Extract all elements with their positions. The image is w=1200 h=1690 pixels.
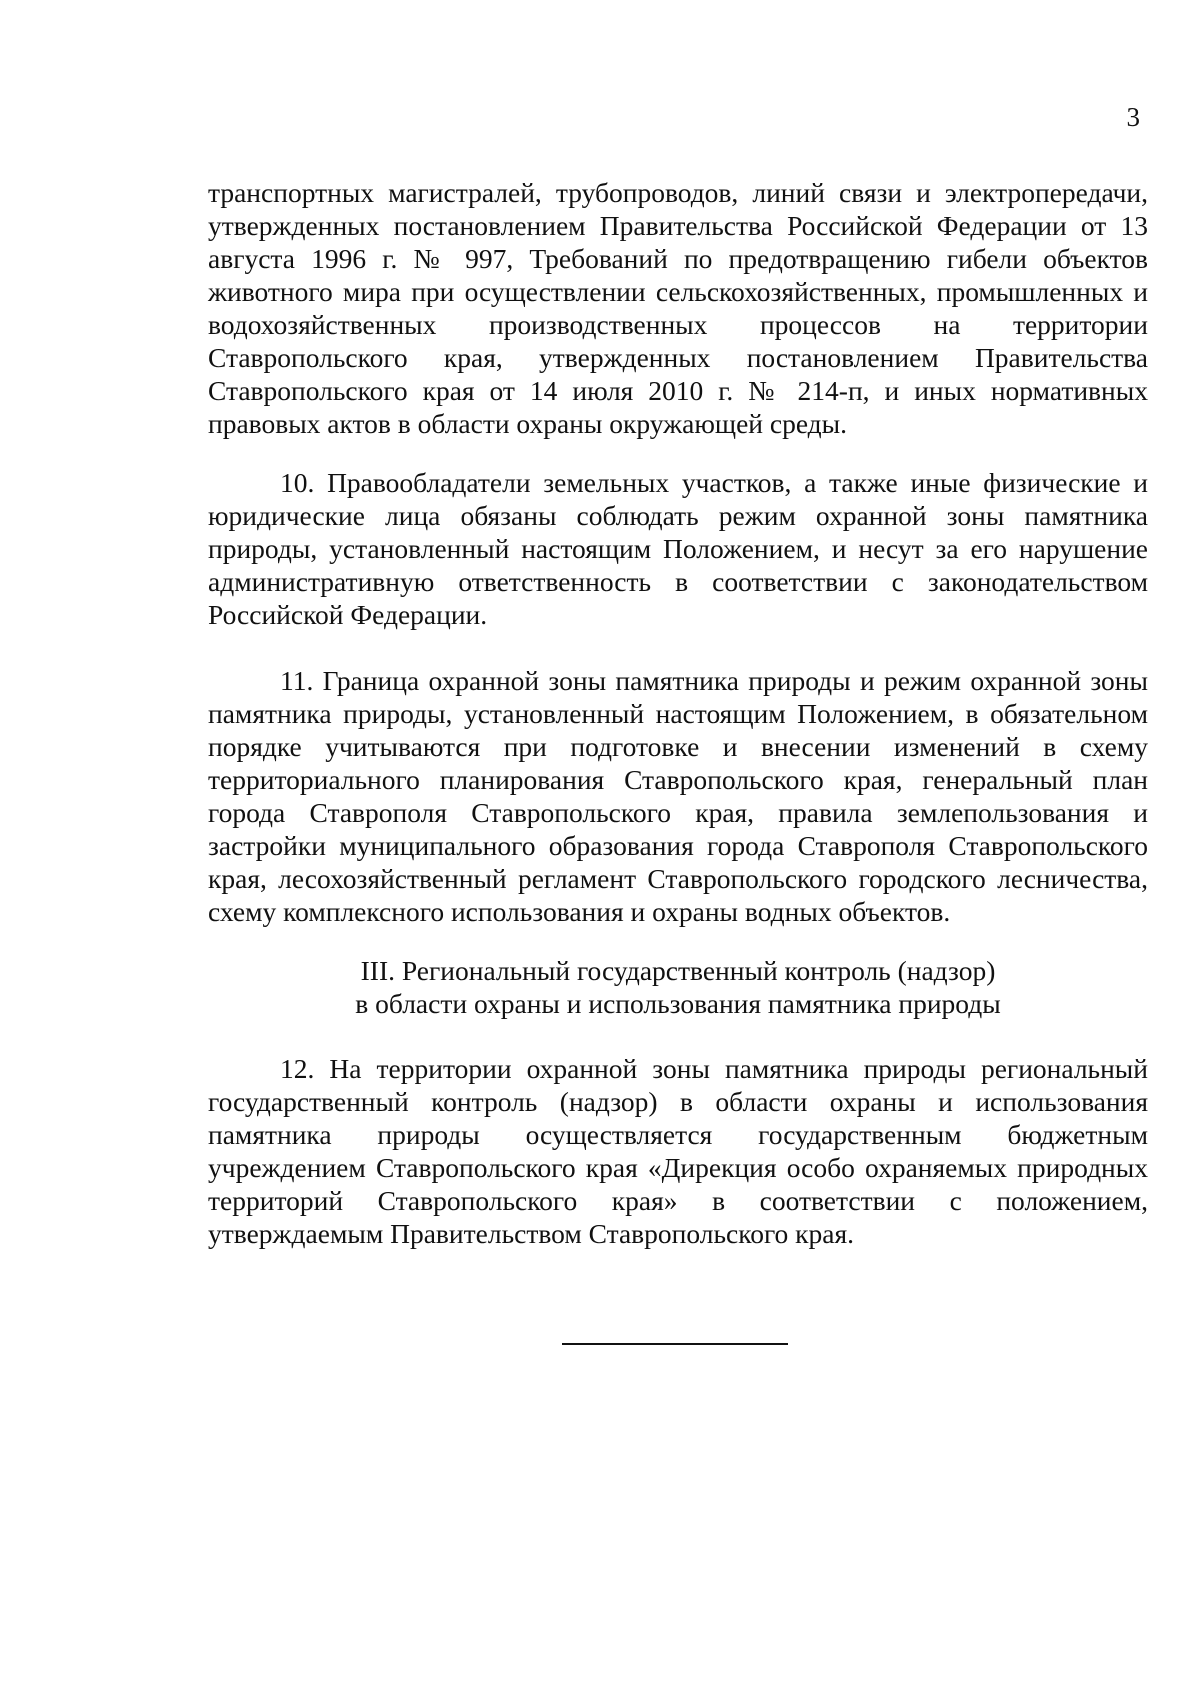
paragraph-12 (208, 1052, 1148, 1250)
paragraph-continued (208, 176, 1148, 440)
paragraph-11 (208, 664, 1148, 928)
paragraph-11-text: 11. Граница охранной зоны памятника природы и режим охранной зоны памятника природы, установленный настоящим Положением, в обязательном порядке учитываются при подготовке и внесении изменений в схему территориального планирования Ставропольского края, генеральный план города Ставрополя Ставропольского края, правила землепользования и застройки муниципального образования города Ставрополя Ставропольского края, лесохозяйственный регламент Ставропольского городского лесничества, схему комплексного использования и охраны водных объектов. (208, 665, 1148, 927)
paragraph-10 (208, 466, 1148, 631)
paragraph-12-text: 12. На территории охранной зоны памятника природы региональный государственный контроль (надзор) в области охраны и использования памятника природы осуществляется государственным бюджетным учреждением Ставропольского края «Дирекция особо охраняемых природных территорий Ставропольского края» в соответствии с положением, утверждаемым Правительством Ставропольского края. (208, 1053, 1148, 1249)
end-of-document-rule (562, 1343, 788, 1345)
section-heading-line-1: III. Региональный государственный контроль (надзор) (360, 955, 996, 986)
paragraph-10-text: 10. Правообладатели земельных участков, а также иные физические и юридические лица обязаны соблюдать режим охранной зоны памятника природы, установленный настоящим Положением, и несут за его нарушение административную ответственность в соответствии с законодательством Российской Федерации. (208, 467, 1148, 630)
section-heading (208, 954, 1148, 1020)
paragraph-continued-text: транспортных магистралей, трубопроводов, линий связи и электропередачи, утвержденных постановлением Правительства Российской Федерации от 13 августа 1996 г. № 997, Требований по предотвращению гибели объектов животного мира при осуществлении сельскохозяйственных, промышленных и водохозяйственных производственных процессов на территории Ставропольского края, утвержденных постановлением Правительства Ставропольского края от 14 июля 2010 г. № 214-п, и иных нормативных правовых актов в области охраны окружающей среды. (208, 177, 1148, 439)
page-number: 3 (1126, 102, 1140, 132)
section-heading-line-2: в области охраны и использования памятника природы (355, 988, 1001, 1019)
